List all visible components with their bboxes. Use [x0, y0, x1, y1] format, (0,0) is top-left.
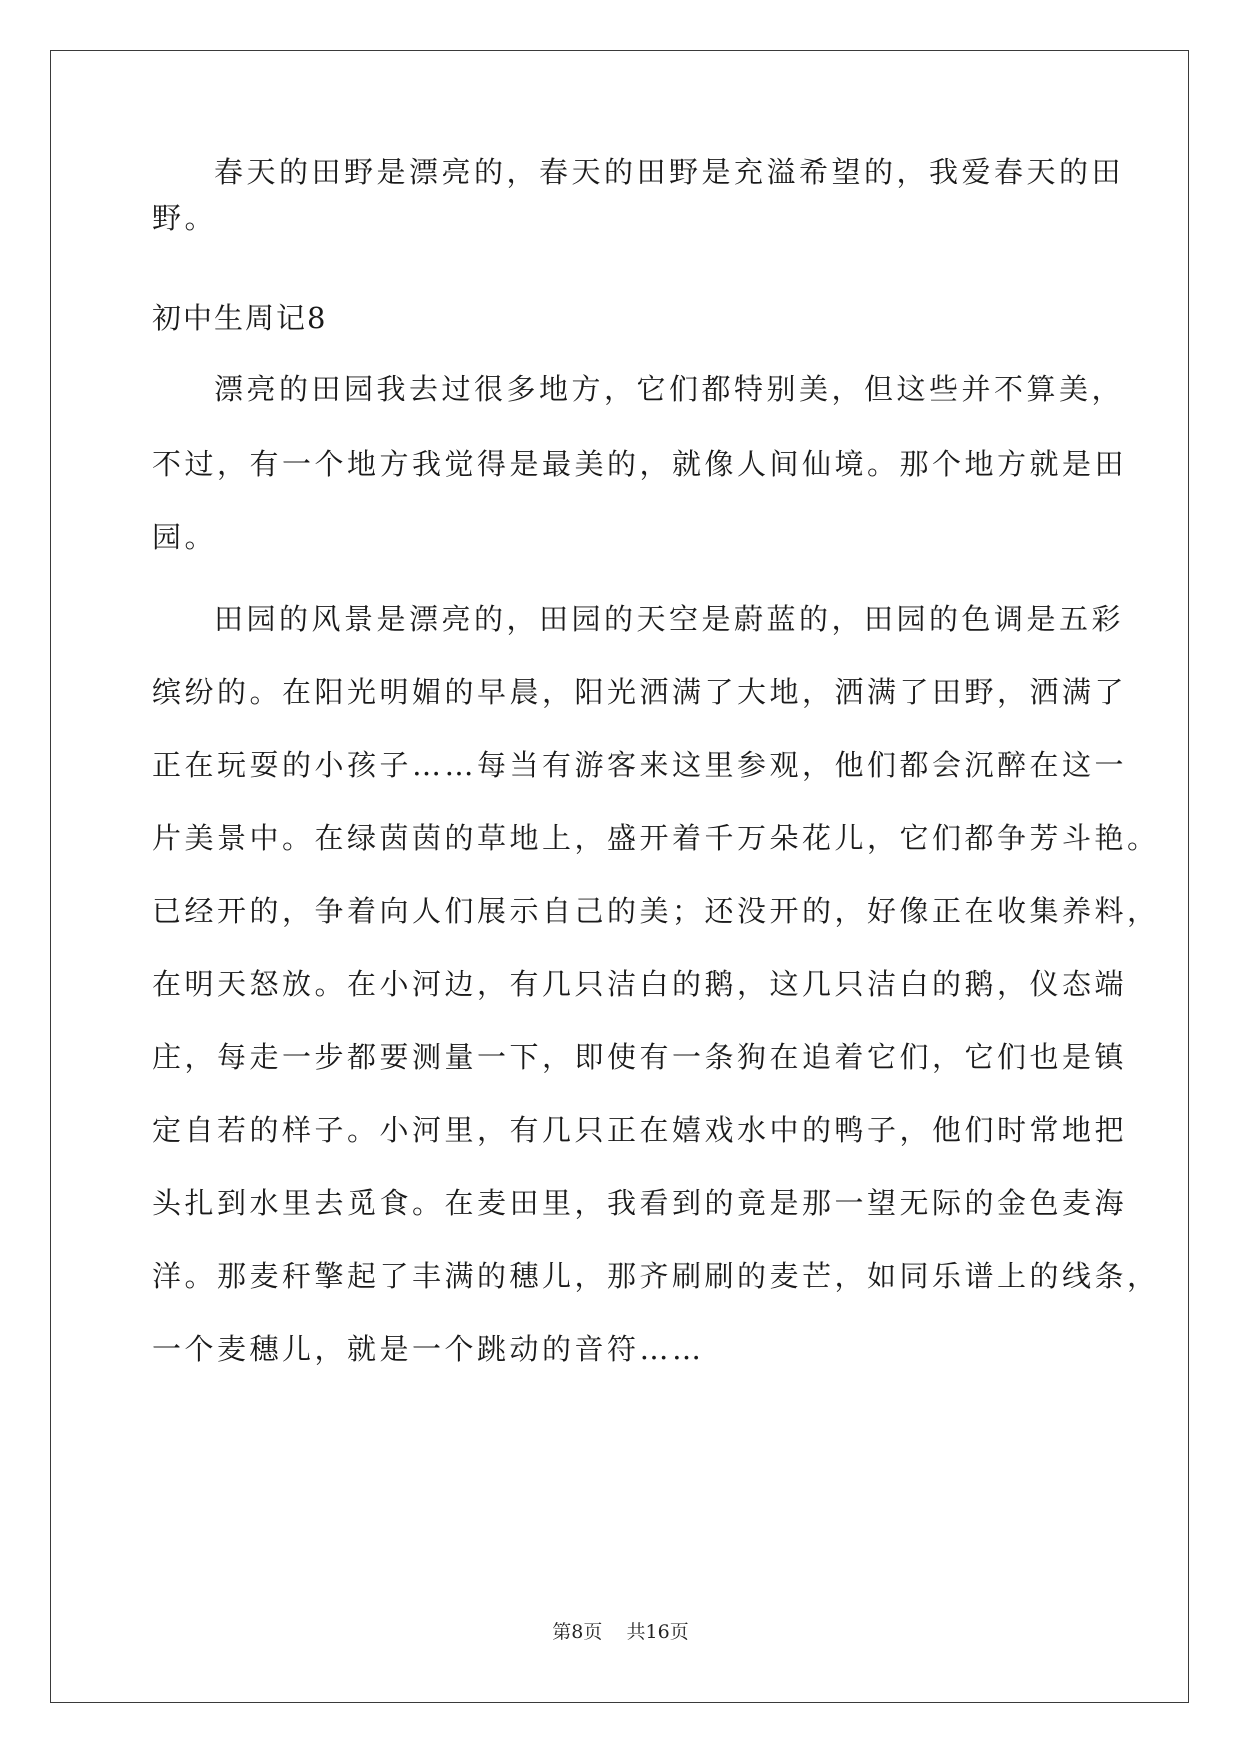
footer-spacer	[602, 1621, 626, 1643]
text-line: 园。	[152, 520, 218, 554]
text-line: 缤纷的。在阳光明媚的早晨，阳光洒满了大地，洒满了田野，洒满了	[152, 675, 1128, 709]
total-pages: 共16页	[626, 1621, 689, 1643]
text-line: 不过，有一个地方我觉得是最美的，就像人间仙境。那个地方就是田	[152, 447, 1128, 481]
text-line: 在明天怒放。在小河边，有几只洁白的鹅，这几只洁白的鹅，仪态端	[152, 967, 1128, 1001]
current-page-number: 第8页	[552, 1621, 603, 1643]
text-line: 片美景中。在绿茵茵的草地上，盛开着千万朵花儿，它们都争芳斗艳。	[152, 821, 1160, 855]
text-line: 洋。那麦秆擎起了丰满的穗儿，那齐刷刷的麦芒，如同乐谱上的线条，	[152, 1259, 1160, 1293]
text-line: 漂亮的田园我去过很多地方，它们都特别美，但这些并不算美，	[214, 372, 1125, 406]
text-line: 庄，每走一步都要测量一下，即使有一条狗在追着它们，它们也是镇	[152, 1040, 1128, 1074]
text-line: 定自若的样子。小河里，有几只正在嬉戏水中的鸭子，他们时常地把	[152, 1113, 1128, 1147]
text-line: 头扎到水里去觅食。在麦田里，我看到的竟是那一望无际的金色麦海	[152, 1186, 1128, 1220]
text-line: 一个麦穗儿，就是一个跳动的音符……	[152, 1332, 705, 1366]
text-line: 野。	[152, 201, 218, 235]
text-line: 春天的田野是漂亮的，春天的田野是充溢希望的，我爱春天的田	[214, 155, 1125, 189]
text-line: 田园的风景是漂亮的，田园的天空是蔚蓝的，田园的色调是五彩	[214, 602, 1125, 636]
page-footer	[0, 1620, 1241, 1644]
text-line: 已经开的，争着向人们展示自己的美；还没开的，好像正在收集养料，	[152, 894, 1160, 928]
text-line: 正在玩耍的小孩子……每当有游客来这里参观，他们都会沉醉在这一	[152, 748, 1128, 782]
section-heading: 初中生周记8	[152, 301, 328, 335]
